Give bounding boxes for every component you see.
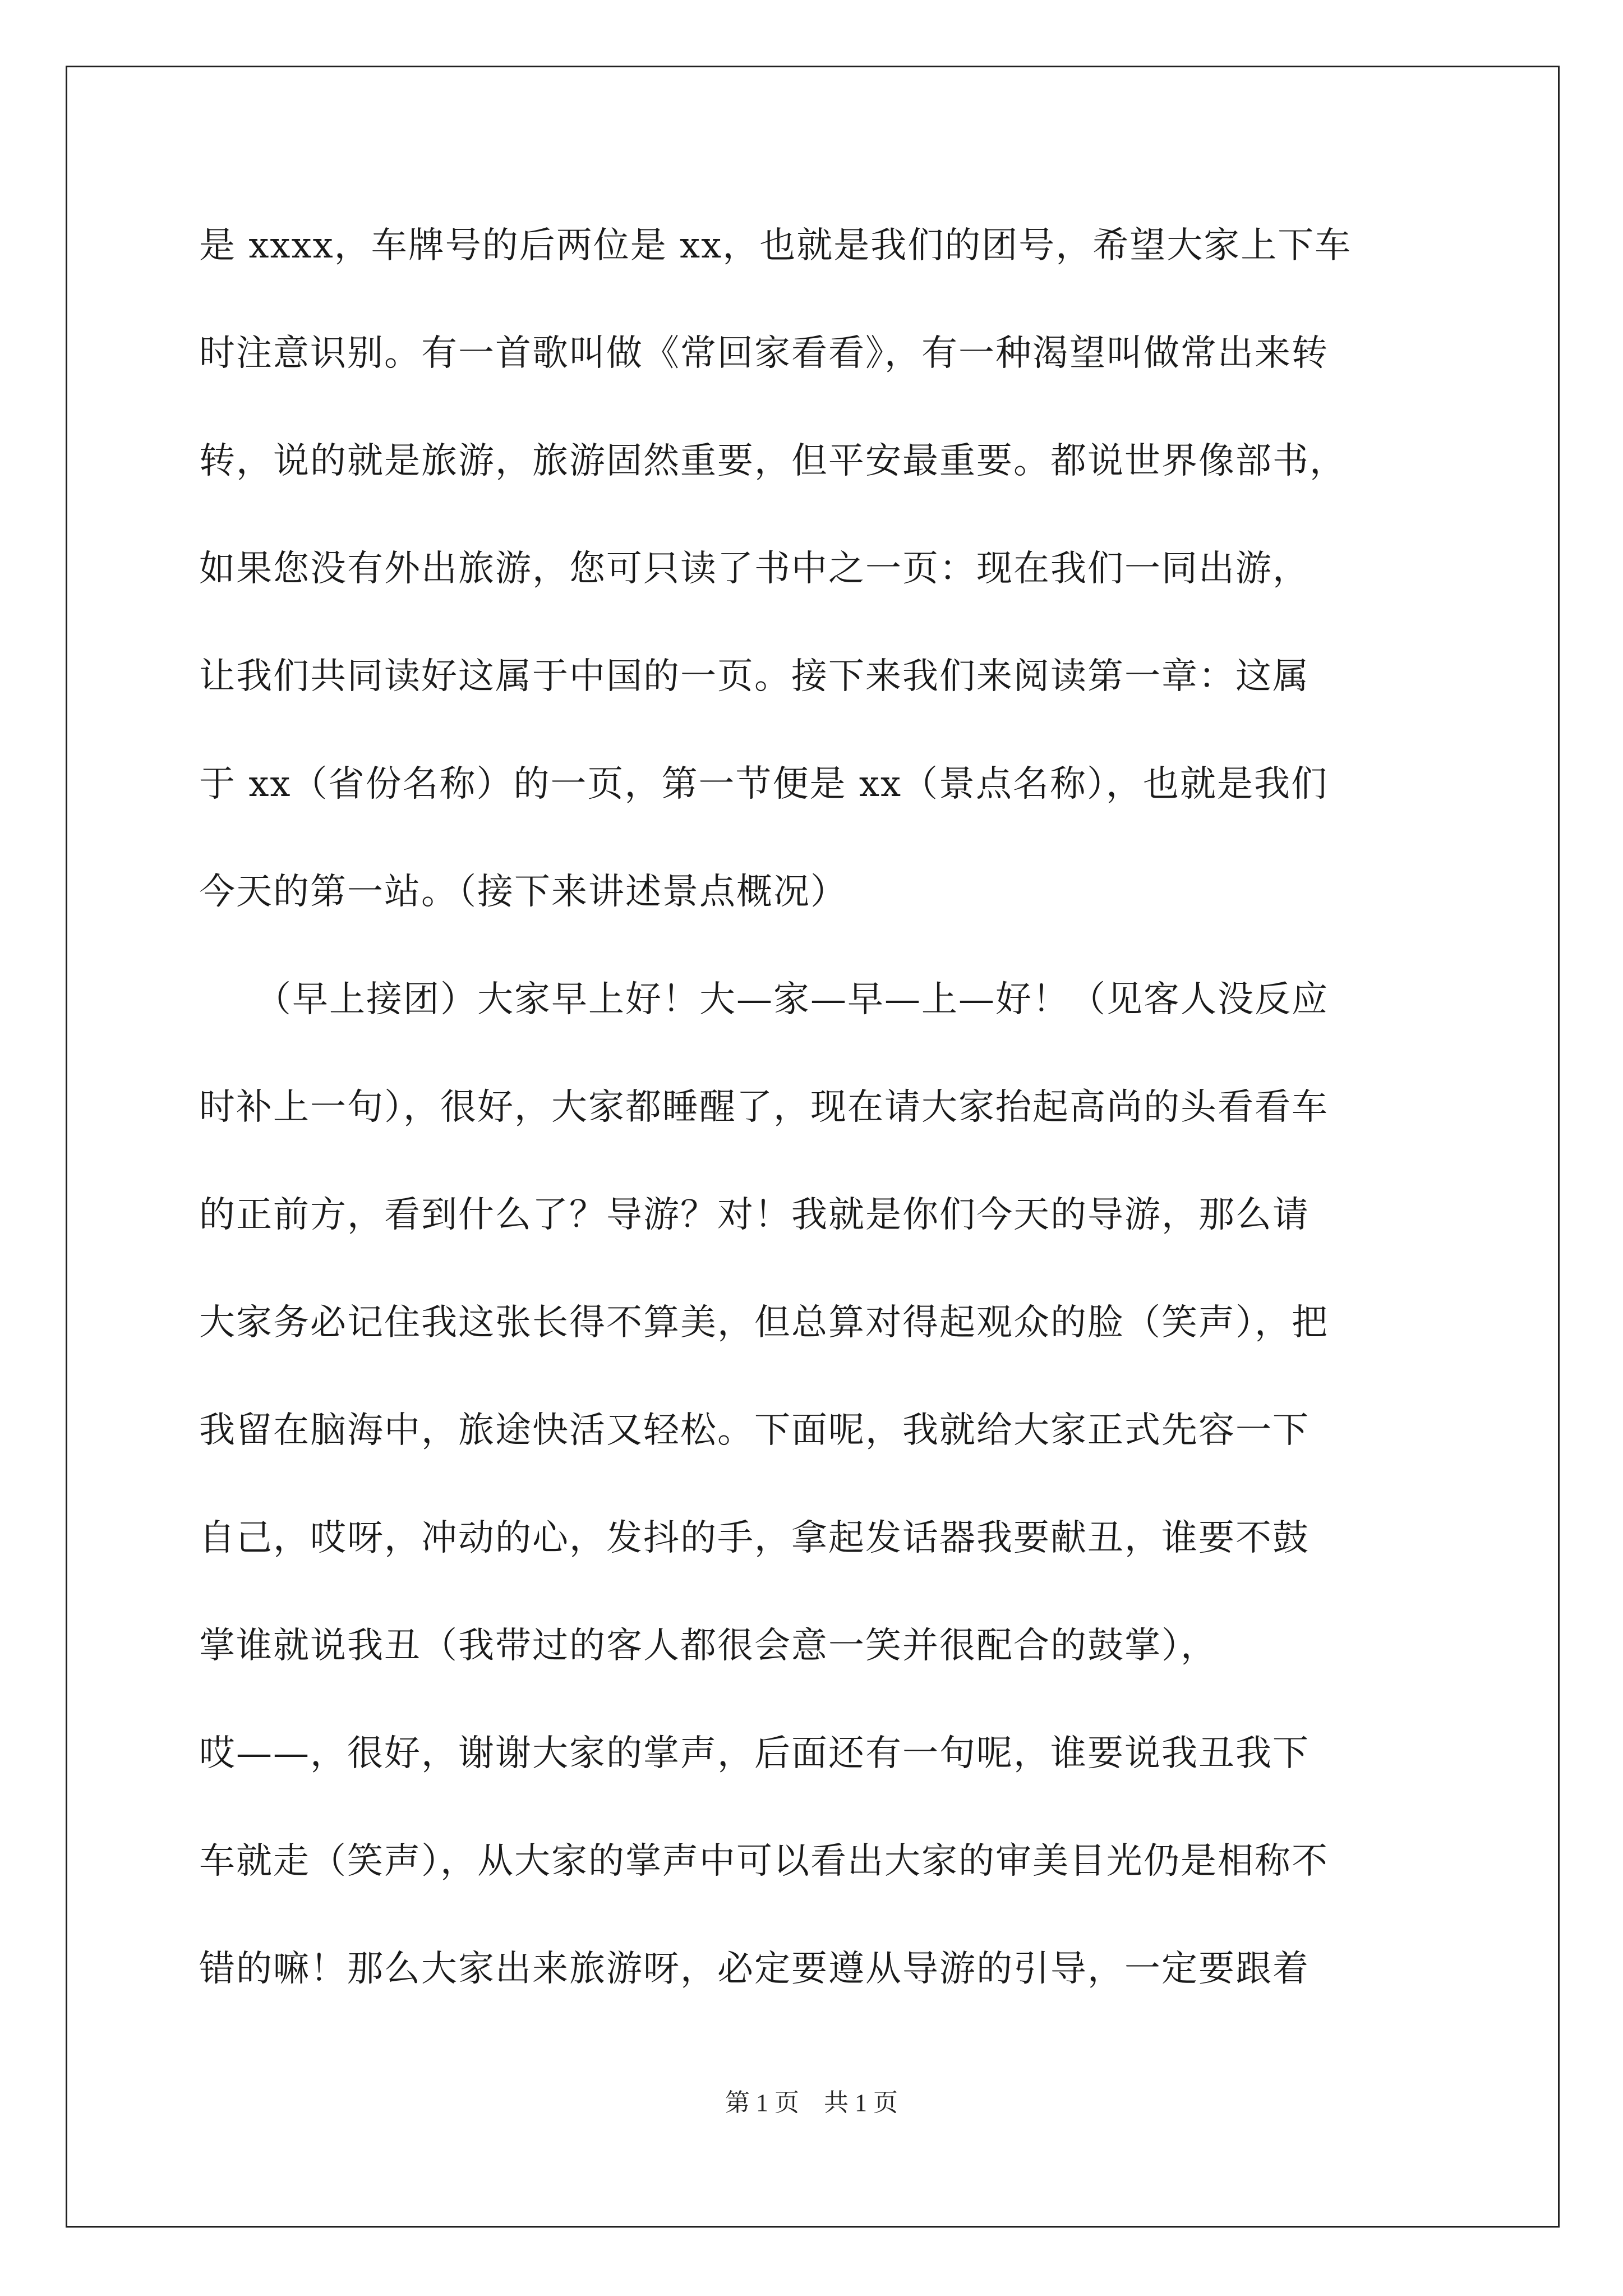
- text-line: 我留在脑海中，旅途快活又轻松。下面呢，我就给大家正式先容一下: [199, 1410, 1310, 1451]
- text-line: 自己，哎呀，冲动的心，发抖的手，拿起发话器我要献丑，谁要不鼓: [199, 1517, 1310, 1559]
- text-line: 大家务必记住我这张长得不算美，但总算对得起观众的脸（笑声），把: [199, 1302, 1329, 1343]
- text-line: 于 xx（省份名称）的一页，第一节便是 xx（景点名称），也就是我们: [199, 763, 1329, 805]
- text-line: 如果您没有外出旅游，您可只读了书中之一页：现在我们一同出游，: [199, 548, 1310, 590]
- text-line: 今天的第一站。（接下来讲述景点概况）: [199, 871, 847, 913]
- text-line: 让我们共同读好这属于中国的一页。接下来我们来阅读第一章：这属: [199, 656, 1310, 697]
- text-line: 是 xxxx，车牌号的后两位是 xx，也就是我们的团号，希望大家上下车: [199, 225, 1352, 266]
- text-line: 车就走（笑声），从大家的掌声中可以看出大家的审美目光仍是相称不: [199, 1841, 1329, 1882]
- text-line: （早上接团）大家早上好！大—家—早—上—好！（见客人没反应: [199, 979, 1329, 1020]
- page-number-footer: 第 1 页 共 1 页: [725, 2089, 898, 2116]
- text-line: 的正前方，看到什么了？导游？对！我就是你们今天的导游，那么请: [199, 1194, 1310, 1236]
- text-line: 时注意识别。有一首歌叫做《常回家看看》，有一种渴望叫做常出来转: [199, 333, 1329, 374]
- text-line: 转，说的就是旅游，旅游固然重要，但平安最重要。都说世界像部书，: [199, 440, 1347, 482]
- text-line: 哎——，很好，谢谢大家的掌声，后面还有一句呢，谁要说我丑我下: [199, 1733, 1310, 1774]
- document-body: [199, 213, 1433, 2044]
- text-line: 错的嘛！那么大家出来旅游呀，必定要遵从导游的引导，一定要跟着: [199, 1948, 1310, 1990]
- text-line: 掌谁就说我丑（我带过的客人都很会意一笑并很配合的鼓掌），: [199, 1625, 1218, 1667]
- text-line: 时补上一句），很好，大家都睡醒了，现在请大家抬起高尚的头看看车: [199, 1087, 1329, 1128]
